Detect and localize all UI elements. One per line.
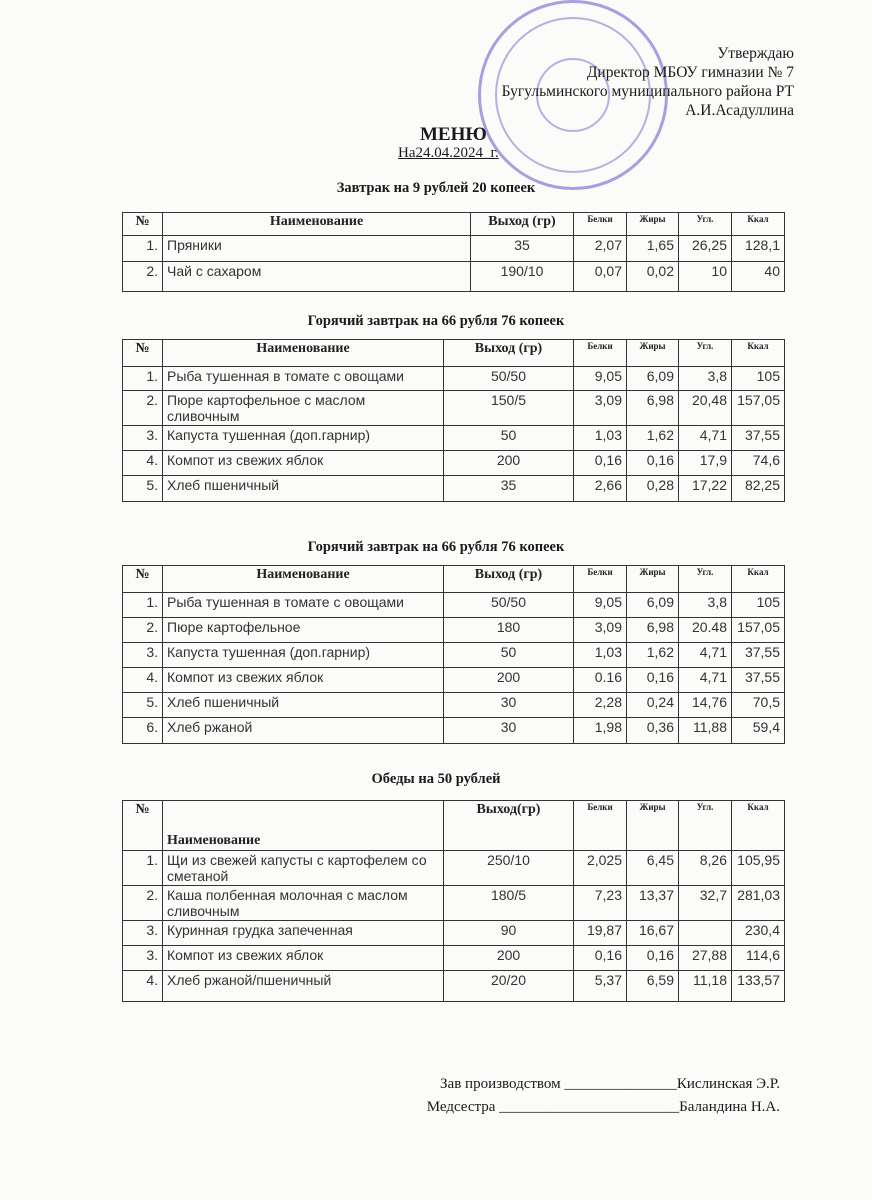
column-header: Выход (гр) xyxy=(471,213,574,236)
column-header: № xyxy=(123,566,163,593)
item-number: 3. xyxy=(123,426,163,451)
item-yield: 200 xyxy=(444,946,574,971)
approval-line: Директор МБОУ гимназии № 7 xyxy=(586,64,794,81)
item-protein: 1,03 xyxy=(574,643,627,668)
item-name: Каша полбенная молочная с маслом сливочным xyxy=(163,886,444,921)
item-kcal: 281,03 xyxy=(732,886,785,921)
item-kcal: 114,6 xyxy=(732,946,785,971)
item-name: Рыба тушенная в томате с овощами xyxy=(163,367,444,391)
item-name: Хлеб ржаной/пшеничный xyxy=(163,971,444,1002)
item-protein: 0,16 xyxy=(574,451,627,476)
item-name: Компот из свежих яблок xyxy=(163,946,444,971)
column-header: Жиры xyxy=(627,213,679,236)
item-yield: 180/5 xyxy=(444,886,574,921)
item-name: Хлеб пшеничный xyxy=(163,693,444,718)
item-kcal: 230,4 xyxy=(732,921,785,946)
item-number: 2. xyxy=(123,886,163,921)
item-protein: 9,05 xyxy=(574,593,627,618)
item-name: Хлеб ржаной xyxy=(163,718,444,744)
column-header: Ккал xyxy=(732,340,785,367)
column-header: № xyxy=(123,213,163,236)
item-fat: 6,59 xyxy=(627,971,679,1002)
item-number: 1. xyxy=(123,367,163,391)
item-kcal: 70,5 xyxy=(732,693,785,718)
item-protein: 5,37 xyxy=(574,971,627,1002)
section-title: Горячий завтрак на 66 рубля 76 копеек xyxy=(307,313,565,329)
column-header: Белки xyxy=(574,801,627,851)
approval-block xyxy=(502,44,794,120)
item-carbs xyxy=(679,921,732,946)
item-kcal: 105 xyxy=(732,593,785,618)
item-name: Пюре картофельное с маслом сливочным xyxy=(163,391,444,426)
column-header: Наименование xyxy=(163,213,471,236)
table-row xyxy=(123,946,785,971)
item-carbs: 20.48 xyxy=(679,618,732,643)
item-protein: 0,16 xyxy=(574,946,627,971)
item-number: 1. xyxy=(123,851,163,886)
item-kcal: 59,4 xyxy=(732,718,785,744)
item-carbs: 20,48 xyxy=(679,391,732,426)
column-header: Угл. xyxy=(679,213,732,236)
item-fat: 1,62 xyxy=(627,643,679,668)
signature-line: ________________________ xyxy=(499,1099,680,1115)
column-header: Угл. xyxy=(679,340,732,367)
menu-table xyxy=(122,212,785,292)
table-row xyxy=(123,426,785,451)
menu-date: На24.04.2024_г. xyxy=(398,145,499,161)
column-header: Выход(гр) xyxy=(444,801,574,851)
item-protein: 3,09 xyxy=(574,618,627,643)
table-row xyxy=(123,718,785,744)
item-fat: 0,16 xyxy=(627,946,679,971)
item-number: 2. xyxy=(123,391,163,426)
item-yield: 20/20 xyxy=(444,971,574,1002)
table-row xyxy=(123,971,785,1002)
item-yield: 250/10 xyxy=(444,851,574,886)
item-protein: 3,09 xyxy=(574,391,627,426)
item-yield: 30 xyxy=(444,718,574,744)
item-name: Хлеб пшеничный xyxy=(163,476,444,502)
item-fat: 0,16 xyxy=(627,451,679,476)
item-protein: 0,07 xyxy=(574,262,627,292)
item-number: 3. xyxy=(123,921,163,946)
item-number: 2. xyxy=(123,262,163,292)
header-row xyxy=(123,340,785,367)
item-number: 2. xyxy=(123,618,163,643)
column-header: Белки xyxy=(574,213,627,236)
item-carbs: 26,25 xyxy=(679,236,732,262)
item-yield: 50/50 xyxy=(444,367,574,391)
signature-line: _______________ xyxy=(564,1076,677,1092)
approval-line: А.И.Асадуллина xyxy=(685,102,794,119)
item-name: Капуста тушенная (доп.гарнир) xyxy=(163,643,444,668)
column-header: Угл. xyxy=(679,566,732,593)
item-kcal: 82,25 xyxy=(732,476,785,502)
item-fat: 6,45 xyxy=(627,851,679,886)
item-carbs: 8,26 xyxy=(679,851,732,886)
table-row xyxy=(123,476,785,502)
item-fat: 6,09 xyxy=(627,367,679,391)
item-kcal: 40 xyxy=(732,262,785,292)
item-kcal: 133,57 xyxy=(732,971,785,1002)
item-carbs: 11,88 xyxy=(679,718,732,744)
table-row xyxy=(123,886,785,921)
item-name: Щи из свежей капусты с картофелем со сметаной xyxy=(163,851,444,886)
item-yield: 35 xyxy=(444,476,574,502)
item-kcal: 105 xyxy=(732,367,785,391)
column-header: Ккал xyxy=(732,801,785,851)
signature-name: Кислинская Э.Р. xyxy=(676,1076,780,1092)
item-yield: 30 xyxy=(444,693,574,718)
header-row xyxy=(123,566,785,593)
item-carbs: 14,76 xyxy=(679,693,732,718)
item-fat: 6,09 xyxy=(627,593,679,618)
item-carbs: 4,71 xyxy=(679,426,732,451)
item-fat: 6,98 xyxy=(627,618,679,643)
approval-line: Утверждаю xyxy=(717,45,794,62)
item-number: 4. xyxy=(123,668,163,693)
item-number: 3. xyxy=(123,946,163,971)
item-protein: 7,23 xyxy=(574,886,627,921)
column-header: Жиры xyxy=(627,340,679,367)
item-carbs: 17,9 xyxy=(679,451,732,476)
item-number: 5. xyxy=(123,476,163,502)
item-number: 1. xyxy=(123,236,163,262)
table-row xyxy=(123,668,785,693)
table-row xyxy=(123,451,785,476)
item-fat: 16,67 xyxy=(627,921,679,946)
item-number: 3. xyxy=(123,643,163,668)
menu-table xyxy=(122,339,785,502)
item-fat: 0,28 xyxy=(627,476,679,502)
item-protein: 2,66 xyxy=(574,476,627,502)
table-row xyxy=(123,262,785,292)
item-carbs: 4,71 xyxy=(679,643,732,668)
item-fat: 1,65 xyxy=(627,236,679,262)
item-yield: 190/10 xyxy=(471,262,574,292)
item-name: Чай с сахаром xyxy=(163,262,471,292)
item-protein: 1,98 xyxy=(574,718,627,744)
item-yield: 150/5 xyxy=(444,391,574,426)
item-yield: 50 xyxy=(444,643,574,668)
item-name: Куринная грудка запеченная xyxy=(163,921,444,946)
column-header: Наименование xyxy=(163,801,444,851)
item-carbs: 3,8 xyxy=(679,367,732,391)
item-fat: 0,16 xyxy=(627,668,679,693)
table-row xyxy=(123,921,785,946)
item-number: 4. xyxy=(123,971,163,1002)
table-row xyxy=(123,593,785,618)
item-yield: 200 xyxy=(444,451,574,476)
item-carbs: 10 xyxy=(679,262,732,292)
table-row xyxy=(123,618,785,643)
item-yield: 180 xyxy=(444,618,574,643)
column-header: Наименование xyxy=(163,566,444,593)
column-header: № xyxy=(123,340,163,367)
signature-name: Баландина Н.А. xyxy=(679,1099,780,1115)
column-header: Наименование xyxy=(163,340,444,367)
table-row xyxy=(123,367,785,391)
item-protein: 9,05 xyxy=(574,367,627,391)
signature-row xyxy=(440,1076,780,1093)
column-header: Жиры xyxy=(627,801,679,851)
table-row xyxy=(123,391,785,426)
item-protein: 2,28 xyxy=(574,693,627,718)
table-row xyxy=(123,643,785,668)
item-kcal: 128,1 xyxy=(732,236,785,262)
column-header: Жиры xyxy=(627,566,679,593)
item-kcal: 74,6 xyxy=(732,451,785,476)
item-name: Компот из свежих яблок xyxy=(163,668,444,693)
column-header: № xyxy=(123,801,163,851)
item-fat: 0,02 xyxy=(627,262,679,292)
item-kcal: 157,05 xyxy=(732,391,785,426)
item-carbs: 17,22 xyxy=(679,476,732,502)
column-header: Выход (гр) xyxy=(444,340,574,367)
header-row xyxy=(123,213,785,236)
item-protein: 19,87 xyxy=(574,921,627,946)
table-row xyxy=(123,693,785,718)
item-number: 6. xyxy=(123,718,163,744)
table-row xyxy=(123,236,785,262)
item-yield: 90 xyxy=(444,921,574,946)
signature-role: Медсестра xyxy=(426,1099,496,1115)
column-header: Белки xyxy=(574,340,627,367)
page-title: МЕНЮ xyxy=(420,124,487,145)
item-number: 4. xyxy=(123,451,163,476)
item-carbs: 11,18 xyxy=(679,971,732,1002)
item-kcal: 37,55 xyxy=(732,643,785,668)
column-header: Выход (гр) xyxy=(444,566,574,593)
item-kcal: 105,95 xyxy=(732,851,785,886)
item-yield: 50/50 xyxy=(444,593,574,618)
item-number: 5. xyxy=(123,693,163,718)
header-row xyxy=(123,801,785,851)
column-header: Угл. xyxy=(679,801,732,851)
menu-table xyxy=(122,565,785,744)
item-kcal: 157,05 xyxy=(732,618,785,643)
item-kcal: 37,55 xyxy=(732,668,785,693)
item-carbs: 32,7 xyxy=(679,886,732,921)
column-header: Белки xyxy=(574,566,627,593)
item-protein: 1,03 xyxy=(574,426,627,451)
item-fat: 0,24 xyxy=(627,693,679,718)
item-name: Капуста тушенная (доп.гарнир) xyxy=(163,426,444,451)
signature-row xyxy=(427,1099,780,1116)
item-carbs: 27,88 xyxy=(679,946,732,971)
section-title: Завтрак на 9 рублей 20 копеек xyxy=(336,180,536,196)
item-fat: 13,37 xyxy=(627,886,679,921)
item-protein: 2,025 xyxy=(574,851,627,886)
signature-role: Зав производством xyxy=(440,1076,561,1092)
item-carbs: 4,71 xyxy=(679,668,732,693)
item-number: 1. xyxy=(123,593,163,618)
menu-table xyxy=(122,800,785,1002)
item-yield: 50 xyxy=(444,426,574,451)
section-title: Обеды на 50 рублей xyxy=(371,771,501,787)
item-kcal: 37,55 xyxy=(732,426,785,451)
item-fat: 6,98 xyxy=(627,391,679,426)
item-name: Пряники xyxy=(163,236,471,262)
item-name: Пюре картофельное xyxy=(163,618,444,643)
item-fat: 1,62 xyxy=(627,426,679,451)
item-yield: 35 xyxy=(471,236,574,262)
column-header: Ккал xyxy=(732,213,785,236)
section-title: Горячий завтрак на 66 рубля 76 копеек xyxy=(307,539,565,555)
item-yield: 200 xyxy=(444,668,574,693)
approval-line: Бугульминского муниципального района РТ xyxy=(501,83,794,100)
item-protein: 2,07 xyxy=(574,236,627,262)
table-row xyxy=(123,851,785,886)
column-header: Ккал xyxy=(732,566,785,593)
item-protein: 0.16 xyxy=(574,668,627,693)
item-carbs: 3,8 xyxy=(679,593,732,618)
item-name: Компот из свежих яблок xyxy=(163,451,444,476)
item-name: Рыба тушенная в томате с овощами xyxy=(163,593,444,618)
item-fat: 0,36 xyxy=(627,718,679,744)
